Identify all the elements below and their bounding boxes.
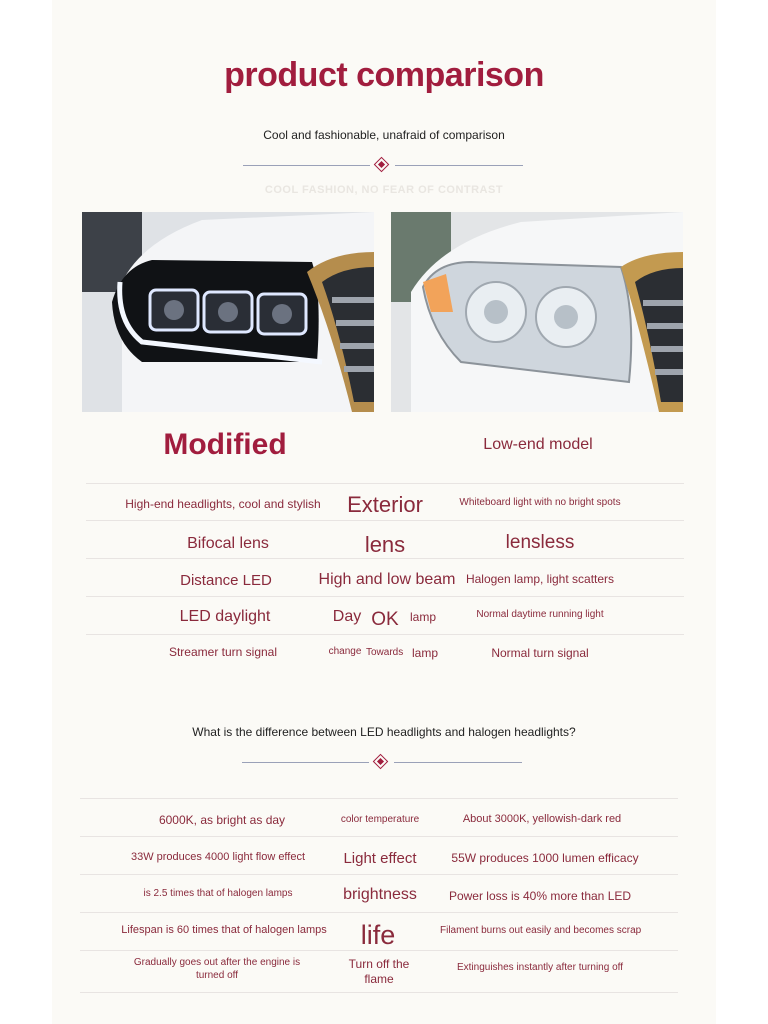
row-separator [80,950,678,951]
row-separator [80,874,678,875]
row-separator [86,520,684,521]
row-flame-left-line: Gradually goes out after the engine is [133,957,301,968]
row-turn-right: Normal turn signal [491,646,589,660]
row-flame-left-line: turned off [195,970,239,981]
divider-left [243,165,370,166]
row-brightness-right: Power loss is 40% more than LED [448,889,632,903]
row-flame-center-line: flame [364,972,394,986]
low-end-headlight-photo [391,212,683,412]
row-beam-right: Halogen lamp, light scatters [465,572,615,586]
row-light-effect-center: Light effect [343,850,417,867]
row-exterior-left: High-end headlights, cool and stylish [125,497,321,511]
row-daylight-center-part: lamp [409,610,436,624]
row-separator [80,912,678,913]
row-color-temp-right: About 3000K, yellowish-dark red [462,813,622,825]
row-color-temp-center: color temperature [340,814,420,825]
row-turn-center-part: Towards [366,647,404,658]
row-color-temp-left: 6000K, as bright as day [158,813,286,827]
row-exterior-right: Whiteboard light with no bright spots [459,497,621,508]
row-separator [80,798,678,799]
row-separator [80,836,678,837]
column-heading-modified: Modified [163,428,287,461]
row-lens-center: lens [364,532,406,557]
row-brightness-center: brightness [343,886,417,903]
row-flame-right: Extinguishes instantly after turning off [456,962,624,973]
row-life-center: life [360,920,396,950]
row-life-right: Filament burns out easily and becomes scrap [440,925,642,936]
row-beam-left: Distance LED [180,572,272,589]
row-daylight-center-part: Day [332,608,362,625]
divider-left [242,762,369,763]
row-turn-center-part: lamp [411,646,438,660]
page-title: product comparison [224,56,544,94]
row-separator [86,483,684,484]
row-beam-center: High and low beam [318,571,456,588]
page-subtitle: Cool and fashionable, unafraid of comparison [263,128,505,142]
row-separator [86,596,684,597]
divider-right [394,762,522,763]
divider-right [395,165,523,166]
row-brightness-left: is 2.5 times that of halogen lamps [143,888,293,899]
row-daylight-center-part: OK [371,609,399,630]
row-separator [86,558,684,559]
modified-headlight-photo [82,212,374,412]
row-life-left: Lifespan is 60 times that of halogen lamps [121,924,327,936]
row-turn-left: Streamer turn signal [168,645,278,659]
row-lens-right: lensless [505,532,575,553]
row-lens-left: Bifocal lens [187,535,269,552]
row-separator [86,634,684,635]
question-heading: What is the difference between LED headlights and halogen headlights? [192,725,576,739]
row-light-effect-left: 33W produces 4000 light flow effect [130,851,306,863]
row-daylight-right: Normal daytime running light [476,609,604,620]
column-heading-low-end: Low-end model [483,436,593,453]
row-exterior-center: Exterior [347,492,423,517]
ghost-caption: COOL FASHION, NO FEAR OF CONTRAST [264,184,504,196]
row-turn-center-part: change [328,646,362,657]
row-light-effect-right: 55W produces 1000 lumen efficacy [451,851,639,865]
row-flame-center-line: Turn off the [348,957,410,971]
row-separator [80,992,678,993]
row-daylight-left: LED daylight [179,608,271,625]
